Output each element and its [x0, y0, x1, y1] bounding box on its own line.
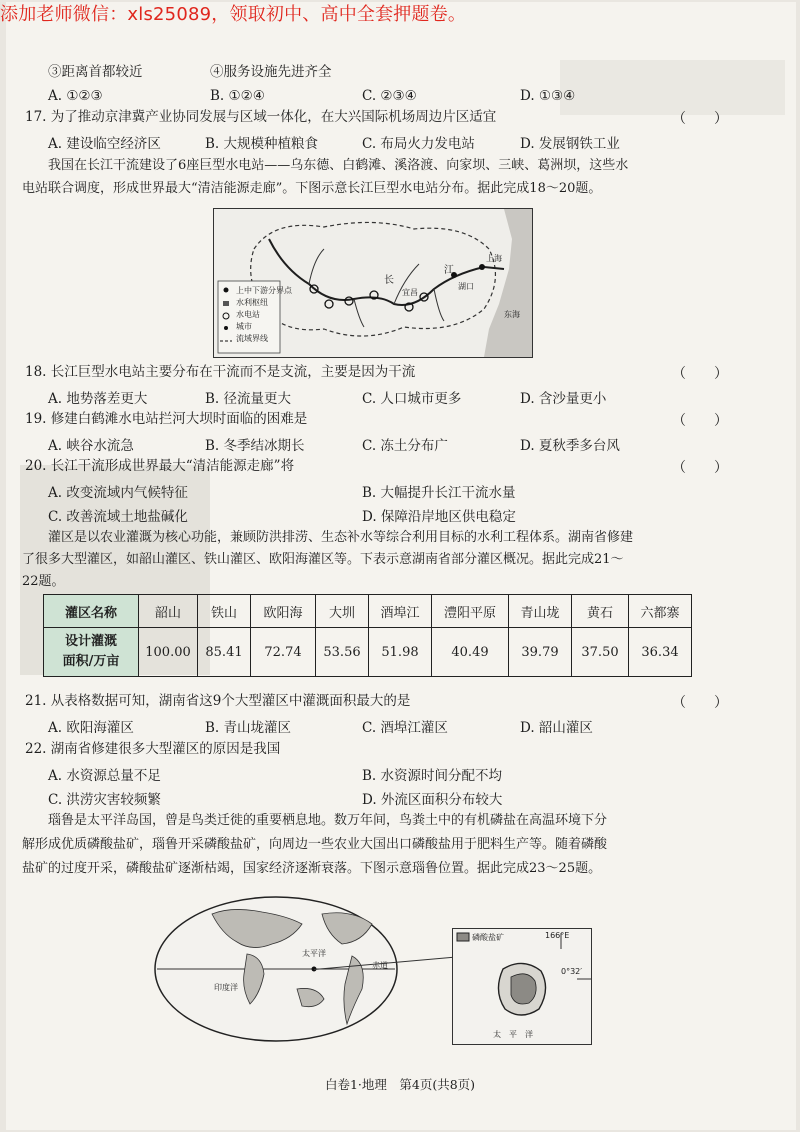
- intro-18-20-line1: 我国在长江干流建设了6座巨型水电站——乌东德、白鹤滩、溪洛渡、向家坝、三峡、葛洲坝，这些水: [48, 158, 629, 173]
- legend-hydropower-station: 水电站: [236, 310, 260, 319]
- inset-legend-phosphate: 磷酸盐矿: [472, 933, 504, 942]
- table-row-names: [44, 595, 692, 628]
- legend-divide-point: 上中下游分界点: [236, 286, 292, 295]
- q19-option-b[interactable]: B. 冬季结冰期长: [205, 438, 305, 454]
- table-cell-value: 37.50: [572, 628, 629, 677]
- q20-option-c[interactable]: C. 改善流域土地盐碱化: [48, 509, 188, 525]
- q16-option-c[interactable]: C. ②③④: [362, 88, 417, 104]
- q21-option-b[interactable]: B. 青山垅灌区: [205, 720, 292, 736]
- q20-option-a[interactable]: A. 改变流域内气候特征: [48, 485, 188, 501]
- table-cell-value: 72.74: [251, 628, 316, 677]
- q19-answer-blank[interactable]: （ ）: [672, 413, 728, 429]
- q19-option-d[interactable]: D. 夏秋季多台风: [520, 438, 620, 454]
- table-cell-value: 51.98: [369, 628, 432, 677]
- nauru-inset-map: [452, 928, 592, 1045]
- table-header-name: 灌区名称: [44, 595, 139, 628]
- table-cell-value: 39.79: [509, 628, 572, 677]
- legend-city: 城市: [236, 322, 252, 331]
- intro-23-25-line3: 盐矿的过度开采，磷酸盐矿逐渐枯竭，国家经济逐渐衰落。下图示意瑙鲁位置。据此完成23～25题。: [22, 861, 602, 876]
- q21-option-d[interactable]: D. 韶山灌区: [520, 720, 593, 736]
- intro-23-25-line2: 解形成优质磷酸盐矿，瑙鲁开采磷酸盐矿，向周边一些农业大国出口磷酸盐用于肥料生产等。随着磷酸: [22, 837, 608, 852]
- legend-basin-boundary: 流域界线: [236, 334, 268, 343]
- table-cell-name: 黄石: [572, 595, 629, 628]
- q17-stem: 17. 为了推动京津冀产业协同发展与区域一体化，在大兴国际机场周边片区适宜: [25, 109, 497, 125]
- label-equator: 赤道: [372, 961, 388, 970]
- table-cell-name: 大圳: [316, 595, 369, 628]
- table-cell-value: 53.56: [316, 628, 369, 677]
- q17-option-d[interactable]: D. 发展钢铁工业: [520, 136, 620, 152]
- table-header-area-line1: 设计灌溉: [64, 634, 117, 649]
- table-row-values: [44, 628, 692, 677]
- q18-answer-blank[interactable]: （ ）: [672, 366, 728, 382]
- table-header-area-line2: 面积/万亩: [62, 654, 120, 669]
- label-indian-ocean: 印度洋: [214, 983, 238, 992]
- intro-18-20-line2: 电站联合调度，形成世界最大“清洁能源走廊”。下图示意长江巨型水电站分布。据此完成18～20题。: [22, 181, 602, 196]
- q19-stem: 19. 修建白鹤滩水电站拦河大坝时面临的困难是: [25, 411, 308, 427]
- table-cell-name: 澧阳平原: [432, 595, 509, 628]
- q17-option-c[interactable]: C. 布局火力发电站: [362, 136, 475, 152]
- map-label-jiang: 江: [444, 265, 454, 276]
- legend-water-hub: 水利枢纽: [236, 298, 268, 307]
- q21-answer-blank[interactable]: （ ）: [672, 695, 728, 711]
- q18-option-a[interactable]: A. 地势落差更大: [48, 391, 148, 407]
- q16-option-a[interactable]: A. ①②③: [48, 88, 103, 104]
- table-cell-value: 40.49: [432, 628, 509, 677]
- map-label-yichang: 宜昌: [402, 288, 418, 297]
- intro-21-22-line2: 了很多大型灌区，如韶山灌区、铁山灌区、欧阳海灌区等。下表示意湖南省部分灌区概况。据此完成21～: [22, 552, 624, 567]
- inset-latitude: 0°32′: [561, 967, 583, 976]
- q17-answer-blank[interactable]: （ ）: [672, 111, 728, 127]
- yangtze-hydropower-map: [213, 208, 533, 358]
- q22-option-b[interactable]: B. 水资源时间分配不均: [362, 768, 503, 784]
- map-label-shanghai: 上海: [486, 254, 502, 263]
- q18-option-b[interactable]: B. 径流量更大: [205, 391, 292, 407]
- intro-21-22-line3: 22题。: [22, 574, 65, 589]
- q16-option-d[interactable]: D. ①③④: [520, 88, 576, 104]
- q21-stem: 21. 从表格数据可知，湖南省这9个大型灌区中灌溉面积最大的是: [25, 693, 411, 709]
- world-map-graphic: [152, 894, 400, 1044]
- page-footer: 白卷1·地理 第4页(共8页): [324, 1077, 476, 1092]
- q16-item-3: ③距离首都较近: [48, 64, 143, 80]
- intro-23-25-line1: 瑙鲁是太平洋岛国，曾是鸟类迁徙的重要栖息地。数万年间，鸟粪土中的有机磷盐在高温环境下分: [48, 813, 608, 828]
- label-pacific-ocean: 太平洋: [302, 949, 326, 958]
- promo-banner: 添加老师微信：xls25089，领取初中、高中全套押题卷。: [0, 4, 467, 25]
- q20-stem: 20. 长江干流形成世界最大“清洁能源走廊”将: [25, 458, 295, 474]
- q18-stem: 18. 长江巨型水电站主要分布在干流而不是支流，主要是因为干流: [25, 364, 416, 380]
- table-cell-value: 85.41: [198, 628, 251, 677]
- q20-option-b[interactable]: B. 大幅提升长江干流水量: [362, 485, 516, 501]
- table-cell-value: 36.34: [629, 628, 692, 677]
- q17-option-a[interactable]: A. 建设临空经济区: [48, 136, 161, 152]
- map-label-east-sea: 东海: [504, 310, 520, 319]
- q22-option-d[interactable]: D. 外流区面积分布较大: [362, 792, 503, 808]
- table-cell-name: 青山垅: [509, 595, 572, 628]
- q19-option-a[interactable]: A. 峡谷水流急: [48, 438, 134, 454]
- map-label-chang: 长: [384, 275, 394, 286]
- q21-option-a[interactable]: A. 欧阳海灌区: [48, 720, 134, 736]
- q16-item-4: ④服务设施先进齐全: [210, 64, 332, 80]
- table-cell-name: 酒埠江: [369, 595, 432, 628]
- table-cell-name: 六都寨: [629, 595, 692, 628]
- q22-option-a[interactable]: A. 水资源总量不足: [48, 768, 161, 784]
- q22-stem: 22. 湖南省修建很多大型灌区的原因是我国: [25, 741, 281, 757]
- q17-option-b[interactable]: B. 大规模种植粮食: [205, 136, 319, 152]
- q20-option-d[interactable]: D. 保障沿岸地区供电稳定: [362, 509, 516, 525]
- table-cell-name: 韶山: [139, 595, 198, 628]
- q20-answer-blank[interactable]: （ ）: [672, 460, 728, 476]
- table-cell-value: 100.00: [139, 628, 198, 677]
- inset-longitude: 166°E: [545, 931, 570, 940]
- bleed-through-shade: [560, 60, 785, 115]
- intro-21-22-line1: 灌区是以农业灌溉为核心功能，兼顾防洪排涝、生态补水等综合利用目标的水利工程体系。湖南省修建: [48, 530, 634, 545]
- nauru-inset-graphic: [453, 929, 591, 1044]
- world-map: [152, 894, 400, 1044]
- table-cell-name: 欧阳海: [251, 595, 316, 628]
- map-label-hukou: 湖口: [458, 282, 474, 291]
- irrigation-district-table: [43, 594, 692, 677]
- q18-option-c[interactable]: C. 人口城市更多: [362, 391, 462, 407]
- q22-option-c[interactable]: C. 洪涝灾害较频繁: [48, 792, 161, 808]
- table-cell-name: 铁山: [198, 595, 251, 628]
- q19-option-c[interactable]: C. 冻土分布广: [362, 438, 448, 454]
- inset-ocean-label: 太 平 洋: [493, 1030, 533, 1039]
- q16-option-b[interactable]: B. ①②④: [210, 88, 265, 104]
- q18-option-d[interactable]: D. 含沙量更小: [520, 391, 607, 407]
- table-header-area: [44, 628, 139, 677]
- q21-option-c[interactable]: C. 酒埠江灌区: [362, 720, 448, 736]
